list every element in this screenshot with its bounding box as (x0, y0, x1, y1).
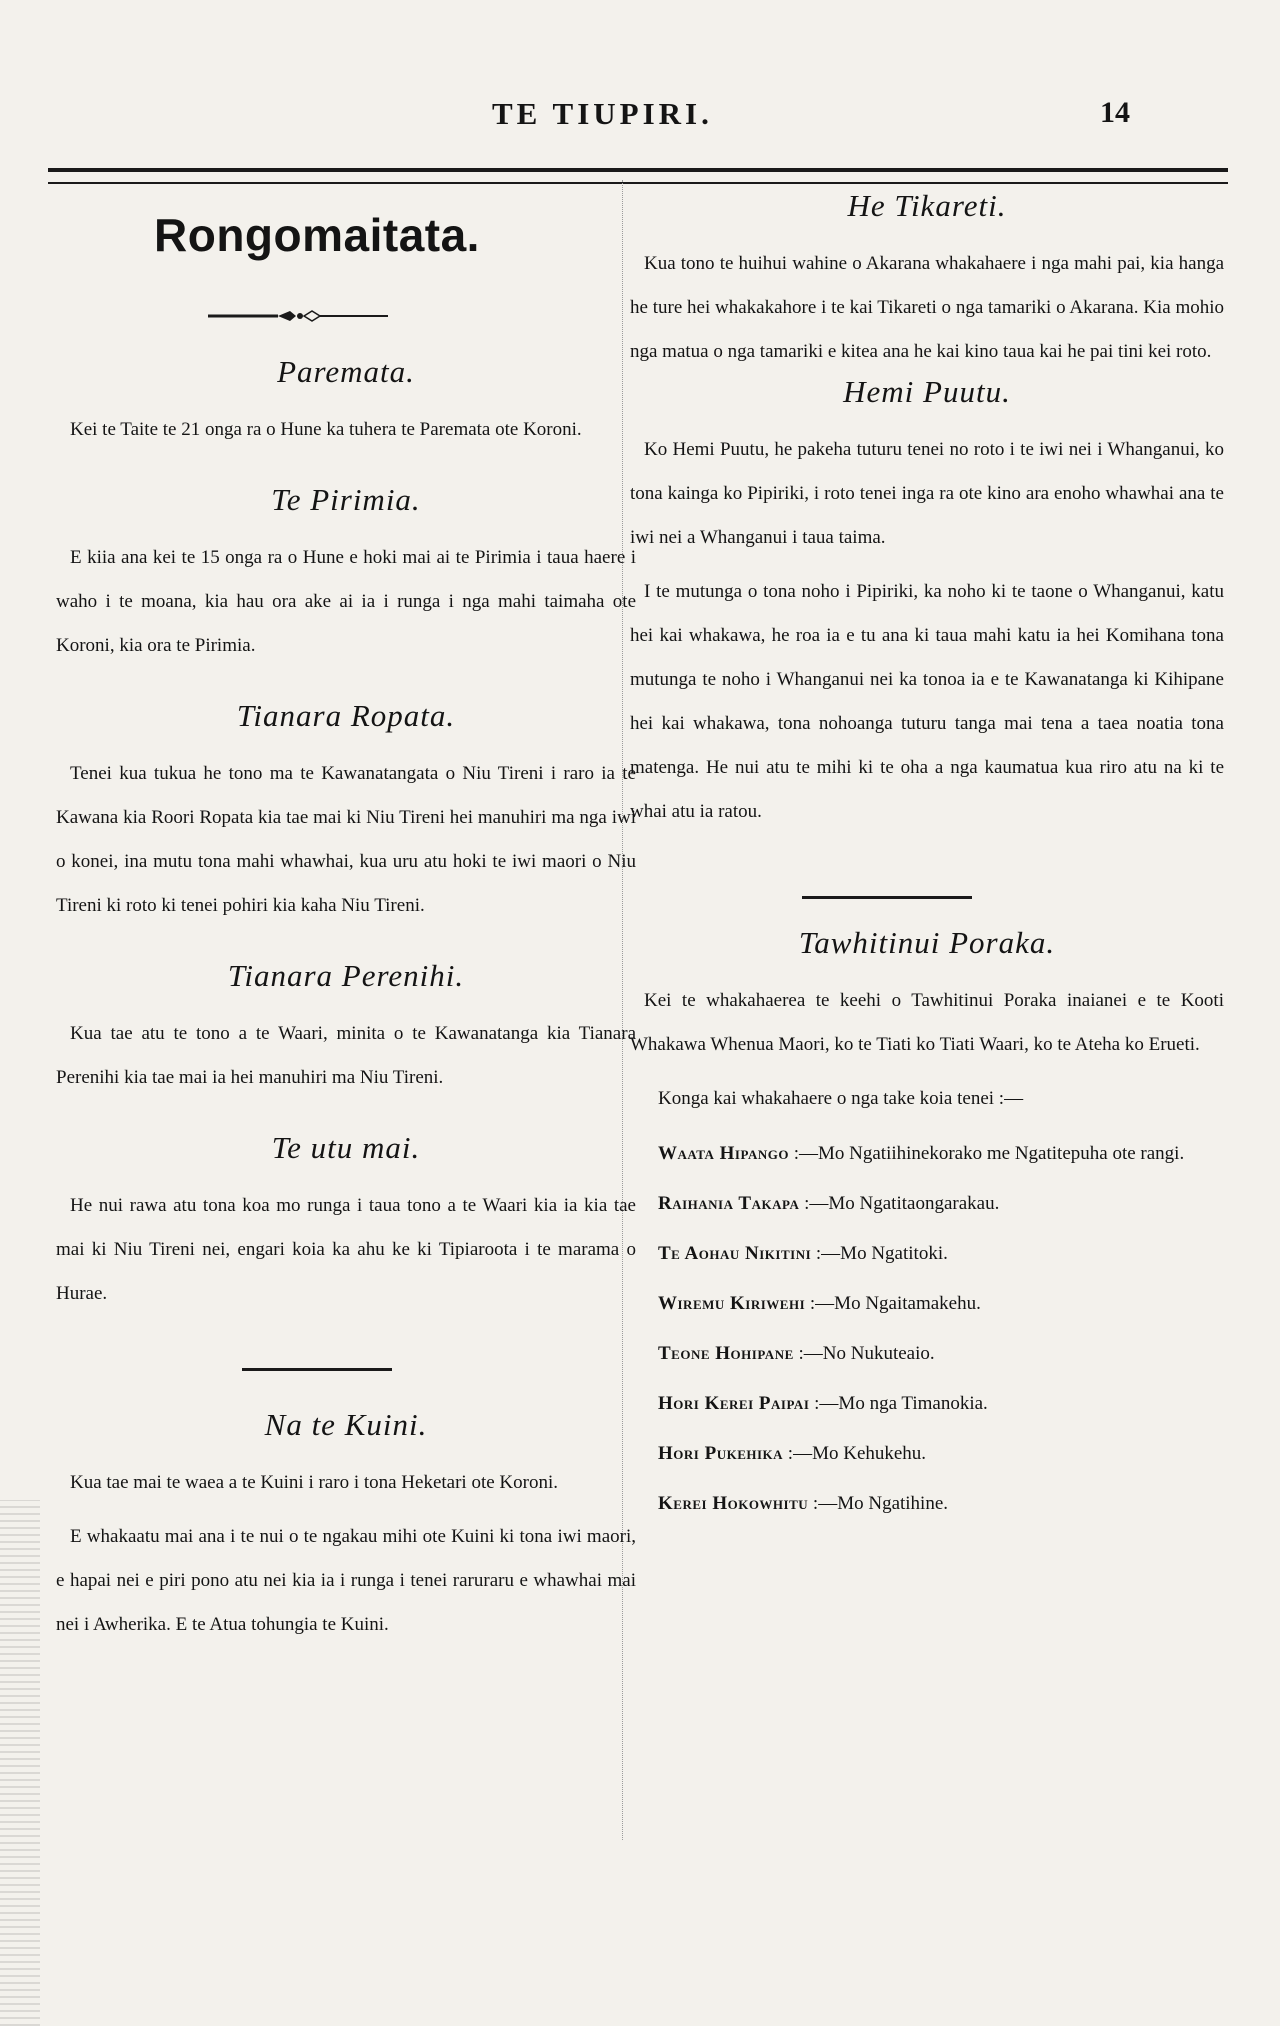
list-intro: Konga kai whakahaere o nga take koia tenei :— (658, 1088, 1024, 1109)
article-title: Paremata. (277, 354, 415, 389)
article-paragraph: Ko Hemi Puutu, he pakeha tuturu tenei no roto i te iwi nei i Whanganui, ko tona kainga ko Pipiriki, i roto tenei inga ra ote kino ara enoho whawhai ana te iwi nei a Whanganui i taua taima. (630, 439, 1224, 548)
edge-scan-noise (0, 1500, 40, 2026)
running-title: TE TIUPIRI. (492, 96, 713, 131)
article-paragraph: He nui rawa atu tona koa mo runga i taua tono a te Waari kia ia kia tae mai ki Niu Tireni nei, engari koia ka ahu ke ki Tipiaroota i te marama o Hurae. (56, 1195, 636, 1304)
list-item (630, 1179, 1224, 1229)
header-double-rule (48, 168, 1228, 184)
list-item (630, 1129, 1224, 1179)
article-tianara-ropata (56, 698, 636, 928)
article-he-tikareti (630, 188, 1224, 374)
claimant-name: Te Aohau Nikitini (658, 1243, 812, 1264)
article-te-utu-mai (56, 1130, 636, 1316)
article-paragraph: Kua tono te huihui wahine o Akarana whakahaere i nga mahi pai, kia hanga he ture hei whakakahore i te kai Tikareti o nga tamariki o Akarana. Kia mohio nga matua o nga tamariki e kitea ana he kai kino taua kai he pai tini kei roto. (630, 253, 1224, 362)
article-title: Hemi Puutu. (843, 374, 1011, 409)
article-title: Tawhitinui Poraka. (798, 925, 1056, 960)
claimant-name: Hori Kerei Paipai (658, 1393, 810, 1414)
claimant-name: Raihania Takapa (658, 1193, 800, 1214)
article-paragraph: I te mutunga o tona noho i Pipiriki, ka noho ki te taone o Whanganui, katu hei kai whakawa, he roa ia e tu ana ki taua mahi katu ia hei Komihana tona mutunga te noho i Whanganui nei ka tonoa ia e te Kawanatanga ki Kihipane hei kai whakawa, tona nohoanga tuturu tanga mai tena a taea noatia tona matenga. He nui atu te mihi ki te oha a nga kaumatua kua riro atu na ki te whai atu ia ratou. (630, 581, 1224, 822)
ornamental-rule-icon (208, 308, 388, 324)
claimant-text: :—Mo Ngatitaongarakau. (804, 1193, 1000, 1214)
article-tawhitinui-poraka (630, 925, 1224, 1529)
page-number: 14 (1100, 96, 1130, 129)
claimant-text: :—Mo nga Timanokia. (814, 1393, 988, 1414)
list-item (630, 1279, 1224, 1329)
article-tianara-perenihi (56, 958, 636, 1100)
claimant-list (630, 1129, 1224, 1529)
list-item (630, 1479, 1224, 1529)
claimant-text: :—Mo Ngatitoki. (815, 1243, 948, 1264)
right-column (630, 188, 1224, 1529)
claimant-text: :—Mo Kehukehu. (787, 1443, 927, 1464)
claimant-name: Kerei Hokowhitu (658, 1493, 809, 1514)
article-title: He Tikareti. (847, 188, 1007, 223)
article-paragraph: Kei te whakahaerea te keehi o Tawhitinui Poraka inaianei e te Kooti Whakawa Whenua Maori, ko te Tiati ko Tiati Waari, ko te Ateha ko Erueti. (630, 990, 1224, 1055)
left-column (56, 188, 636, 1647)
article-title: Tianara Perenihi. (227, 958, 465, 993)
claimant-name: Wiremu Kiriwehi (658, 1293, 806, 1314)
article-paragraph: Kua tae atu te tono a te Waari, minita o te Kawanatanga kia Tianara Perenihi kia tae mai ia hei manuhiri ma Niu Tireni. (56, 1023, 636, 1088)
article-title: Tianara Ropata. (236, 698, 456, 733)
claimant-name: Waata Hipango (658, 1143, 789, 1164)
claimant-text: :—Mo Ngatiihinekorako me Ngatitepuha ote rangi. (793, 1143, 1185, 1164)
list-item (630, 1329, 1224, 1379)
list-item (630, 1429, 1224, 1479)
article-te-pirimia (56, 482, 636, 668)
article-title: Te utu mai. (271, 1130, 421, 1165)
section-masthead: Rongomaitata. (154, 209, 480, 261)
running-head (0, 96, 1280, 136)
claimant-name: Teone Hohipane (658, 1343, 794, 1364)
article-paragraph: Kua tae mai te waea a te Kuini i raro i tona Heketari ote Koroni. (70, 1472, 558, 1493)
claimant-name: Hori Pukehika (658, 1443, 784, 1464)
article-title: Te Pirimia. (271, 482, 421, 517)
article-paragraph: Tenei kua tukua he tono ma te Kawanatangata o Niu Tireni i raro ia te Kawana kia Roori Ropata kia tae mai ki Niu Tireni hei manuhiri ma nga iwi o konei, ina mutu tona mahi whawhai, kua uru atu hoki te iwi maori o Niu Tireni ki roto ki tenei pohiri kia kaha Niu Tireni. (56, 763, 636, 916)
article-na-te-kuini (56, 1407, 636, 1647)
claimant-text: :—Mo Ngaitamakehu. (809, 1293, 981, 1314)
section-rule (242, 1368, 392, 1371)
article-title: Na te Kuini. (264, 1407, 428, 1442)
article-hemi-puutu (630, 374, 1224, 834)
list-item (630, 1229, 1224, 1279)
list-item (630, 1379, 1224, 1429)
article-paragraph: E whakaatu mai ana i te nui o te ngakau mihi ote Kuini ki tona iwi maori, e hapai nei e piri pono atu nei kia ia i runga i tenei raruraru e whawhai mai nei i Awherika. E te Atua tohungia te Kuini. (56, 1526, 636, 1635)
article-paragraph: Kei te Taite te 21 onga ra o Hune ka tuhera te Paremata ote Koroni. (70, 419, 582, 440)
section-rule (802, 896, 972, 899)
article-paragraph: E kiia ana kei te 15 onga ra o Hune e hoki mai ai te Pirimia i taua haere i waho i te moana, kia hau ora ake ai ia i runga i nga mahi taimaha ote Koroni, kia ora te Pirimia. (56, 547, 636, 656)
claimant-text: :—Mo Ngatihine. (812, 1493, 949, 1514)
article-paremata (56, 354, 636, 452)
claimant-text: :—No Nukuteaio. (798, 1343, 935, 1364)
